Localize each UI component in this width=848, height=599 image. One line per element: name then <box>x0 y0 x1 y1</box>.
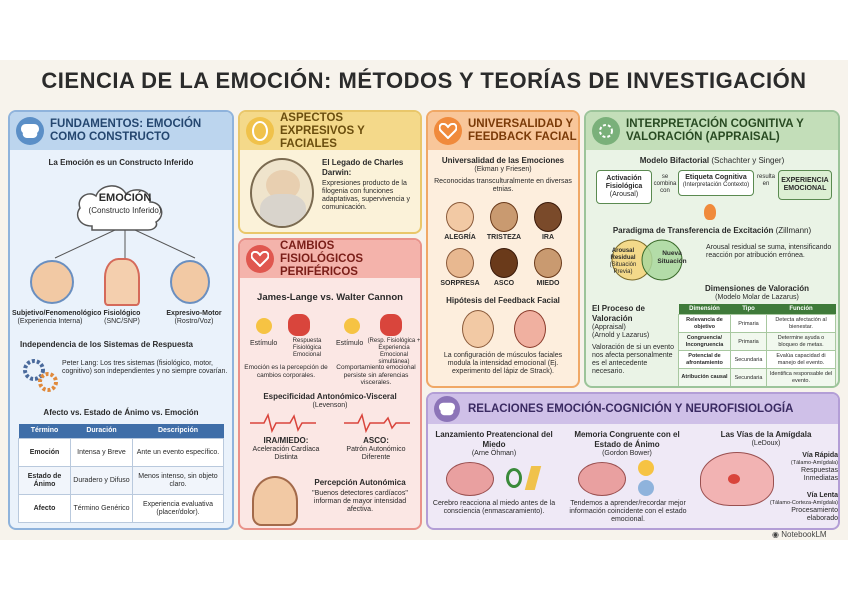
perc-title: Percepción Autonómica <box>314 478 406 487</box>
person-hand-chest-icon <box>252 476 298 526</box>
panel-universalidad <box>426 110 580 388</box>
brain-icon <box>446 462 494 496</box>
c3-title: Expresivo-Motor <box>166 310 222 317</box>
sun-icon <box>256 318 272 334</box>
panel-heading: ASPECTOS EXPRESIVOS Y FACIALES <box>280 111 365 150</box>
venn-b-label: Nueva Situación <box>657 250 687 265</box>
darwin-portrait <box>250 158 314 228</box>
perc-text: "Buenos detectores cardíacos" informan de mayor intensidad afectiva. <box>312 490 408 513</box>
panel-cambios-fisiologicos <box>238 238 422 530</box>
hip-title: Hipótesis del Feedback Facial <box>446 296 560 305</box>
afecto-table <box>18 424 224 523</box>
mem-text: Tendemos a aprender/recordar mejor información coincidente con el estado emocional. <box>569 500 687 523</box>
panel-heading: RELACIONES EMOCIÓN-COGNICIÓN Y NEUROFISIOLOGÍA <box>468 402 794 415</box>
vias-author: (LeDoux) <box>751 440 781 447</box>
face-label: MIEDO <box>536 280 560 287</box>
flame-icon <box>704 204 716 220</box>
lenta-text: Procesamiento elaborado <box>791 507 838 522</box>
heart-icon <box>288 314 310 336</box>
c1-title: Subjetivo/Fenomenológico <box>12 310 102 317</box>
lanz-text: Cerebro reacciona al miedo antes de la consciencia (enmascaramiento). <box>432 500 556 515</box>
head-pencil-icon <box>462 310 494 348</box>
face-icon <box>246 117 274 145</box>
ira-text: Aceleración Cardíaca Distinta <box>252 446 320 461</box>
face-anger-icon <box>534 202 562 232</box>
face-label: TRISTEZA <box>486 234 522 241</box>
venn-a-label: Arousal Residual <box>610 248 636 261</box>
table-row: Potencial de afrontamiento Secundaria Evalúa capacidad di manejo del evento. <box>679 351 836 369</box>
box-activacion: Activación Fisiológica (Arousal) <box>596 170 652 204</box>
heart-pulse-icon <box>434 117 462 145</box>
box-experiencia: EXPERIENCIA EMOCIONAL <box>778 170 832 200</box>
rapida-title: Vía Rápida <box>802 452 838 459</box>
happy-face-icon <box>638 460 654 476</box>
face-label: SORPRESA <box>440 280 480 287</box>
brain-icon <box>16 117 44 145</box>
face-joy-icon <box>446 202 474 232</box>
val-text: Valoración de si un evento nos afecta personalmente es el antecedente necesario. <box>592 344 674 375</box>
mem-title: Memoria Congruente con el Estado de Ánimo <box>574 430 680 449</box>
sun-icon <box>344 318 360 334</box>
trans-author: (Zillmann) <box>775 226 812 235</box>
brain-gears-icon <box>592 117 620 145</box>
table-header-row: Término Duración Descripción <box>19 424 224 439</box>
jl-title: James-Lange vs. Walter Cannon <box>257 292 403 303</box>
panel-heading: FUNDAMENTOS: EMOCIÓN COMO CONSTRUCTO <box>50 118 202 143</box>
body-organs-icon <box>104 258 140 306</box>
table-header-row: Dimensión Tipo Función <box>679 304 836 315</box>
indep-text: Peter Lang: Los tres sistemas (fisiológico, motor, cognitivo) son independientes y no siempre covarían. <box>62 360 228 375</box>
table-row: Congruencia/ Incongruencia Primaria Determine ayuda o bloqueo de metas. <box>679 333 836 351</box>
jl-resp-2: (Resp. Fisiológica + Experiencia Emocional simultánea) <box>367 338 421 365</box>
trans-title: Paradigma de Transferencia de Excitación <box>612 226 774 235</box>
panel-fundamentos <box>8 110 234 530</box>
face-voice-icon <box>170 260 210 304</box>
dim-title: Dimensiones de Valoración <box>704 284 810 293</box>
lightning-icon <box>525 466 541 490</box>
vias-title: Las Vías de la Amígdala <box>720 430 812 439</box>
resulta-label: resulta en <box>756 174 775 187</box>
page-title: CIENCIA DE LA EMOCIÓN: MÉTODOS Y TEORÍAS DE INVESTIGACIÓN <box>41 68 807 93</box>
panel-heading: INTERPRETACIÓN COGNITIVA Y VALORACIÓN (APPRAISAL) <box>626 118 804 143</box>
brain-icon <box>578 462 626 496</box>
ecg-lines <box>250 412 410 434</box>
watermark: ◉ NotebookLM <box>772 530 827 539</box>
jl-resp-1: Respuesta Fisiológica Emocional <box>292 338 322 358</box>
table-row: Atribución causal Secundaria Identifica responsable del evento. <box>679 369 836 387</box>
se-combina-label: se combina con <box>653 174 677 194</box>
venn-a-sub: (Situación Previa) <box>609 262 637 275</box>
afecto-title: Afecto vs. Estado de Ánimo vs. Emoción <box>43 408 199 417</box>
snake-icon <box>506 468 522 488</box>
table-row: Relevancia de objetivo Primaria Detecta afectación al bienestar. <box>679 315 836 333</box>
face-label: IRA <box>541 234 555 241</box>
univ-sub: (Ekman y Friesen) <box>474 166 532 173</box>
face-fear-icon <box>534 248 562 278</box>
heart-pulse-icon <box>246 245 274 273</box>
darwin-title: El Legado de Charles Darwin: <box>322 158 404 177</box>
face-disgust-icon <box>490 248 518 278</box>
panel-heading: CAMBIOS FISIOLÓGICOS PERIFÉRICOS <box>280 239 364 278</box>
lenta-title: Vía Lenta <box>806 492 838 499</box>
jl-caption-2: Comportamiento emocional persiste sin aferencias viscerales. <box>336 364 416 386</box>
c3-sub: (Rostro/Voz) <box>174 318 214 325</box>
lanz-author: (Arne Öhman) <box>471 450 517 457</box>
ira-title: IRA/MIEDO: <box>263 436 309 445</box>
val-sub1: (Appraisal) <box>592 324 626 331</box>
face-surprise-icon <box>446 248 474 278</box>
face-sad-icon <box>490 202 518 232</box>
esp-title: Especificidad Antonómico-Visceral <box>263 392 397 401</box>
indep-title: Independencia de los Sistemas de Respuesta <box>20 340 193 349</box>
bif-authors: (Schachter y Singer) <box>711 156 785 165</box>
brain-icon <box>434 396 460 422</box>
val-sub2: (Arnold y Lazarus) <box>592 332 650 339</box>
face-label: ASCO <box>493 280 515 287</box>
dimensiones-table <box>678 304 836 387</box>
c1-sub: (Experiencia Interna) <box>17 318 83 325</box>
mem-author: (Gordon Bower) <box>602 450 652 457</box>
rapida-sub: (Tálamo-Amígdala) <box>790 460 838 466</box>
val-title: El Proceso de Valoración <box>592 304 645 323</box>
hip-text: La configuración de músculos faciales modula la intensidad emocional (Ej. experimento del lápiz de Strack). <box>443 352 563 375</box>
lanz-title: Lanzamiento Preatencional del Miedo <box>435 430 553 449</box>
esp-sub: (Levenson) <box>312 402 348 409</box>
panel-interpretacion-cognitiva <box>584 110 840 388</box>
gears-icon <box>22 358 58 392</box>
panel-relaciones-emocion-cognicion <box>426 392 840 530</box>
lenta-sub: (Tálamo-Corteza-Amígdala) <box>769 500 838 506</box>
sad-face-icon <box>638 480 654 496</box>
notebooklm-icon: ◉ <box>772 530 779 539</box>
trans-text: Arousal residual se suma, intensificando reacción por atribución errónea. <box>706 244 832 259</box>
panel-heading: UNIVERSALIDAD Y FEEDBACK FACIAL <box>468 118 577 143</box>
asco-title: ASCO: <box>363 436 389 445</box>
jl-estimulo-1: Estímulo <box>250 340 278 347</box>
asco-text: Patrón Autonómico Diferente <box>346 446 406 461</box>
box-etiqueta: Etiqueta Cognitiva (Interpretación Contexto) <box>678 170 754 196</box>
heart-icon <box>380 314 402 336</box>
connector-lines <box>30 230 220 260</box>
panel-aspectos-expresivos <box>238 110 422 234</box>
bif-title: Modelo Bifactorial <box>639 156 710 165</box>
table-row: Afecto Término Genérico Experiencia evaluativa (placer/dolor). <box>19 495 224 523</box>
univ-title: Universalidad de las Emociones <box>441 156 565 165</box>
cloud-title: EMOCIÓN <box>98 192 152 204</box>
subtitle: La Emoción es un Constructo Inferido <box>48 158 194 167</box>
c2-title: Fisiológico <box>103 310 141 317</box>
head-thinking-icon <box>30 260 74 304</box>
univ-text: Reconocidas transculturalmente en diversas etnias. <box>434 178 572 193</box>
darwin-text: Expresiones producto de la filogenia con funciones adaptativas, supervivencia y comunicación. <box>322 180 410 211</box>
c2-sub: (SNC/SNP) <box>104 318 140 325</box>
table-row: Estado de Ánimo Duradero y Difuso Menos intenso, sin objeto claro. <box>19 467 224 495</box>
cloud-subtitle: (Constructo Inferido) <box>88 206 162 215</box>
head-muscles-icon <box>514 310 546 348</box>
cloud-icon <box>70 174 180 236</box>
amygdala-icon <box>728 474 740 484</box>
dim-sub: (Modelo Molar de Lazarus) <box>715 294 799 301</box>
rapida-text: Respuestas Inmediatas <box>801 467 838 482</box>
jl-caption-1: Emoción es la percepción de cambios corporales. <box>244 364 328 379</box>
face-label: ALEGRÍA <box>444 234 476 241</box>
table-row: Emoción Intensa y Breve Ante un evento específico. <box>19 439 224 467</box>
jl-estimulo-2: Estímulo <box>336 340 364 347</box>
